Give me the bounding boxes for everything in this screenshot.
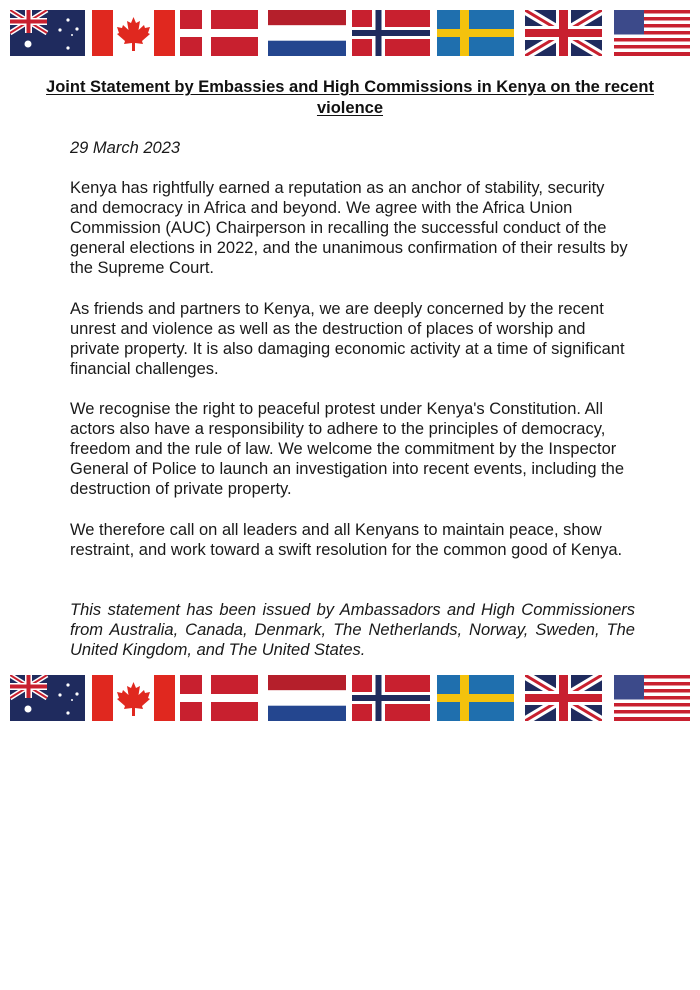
norway-flag-icon bbox=[352, 675, 430, 721]
netherlands-flag-icon bbox=[268, 10, 346, 56]
sweden-flag-icon bbox=[437, 675, 514, 721]
uk-flag-icon bbox=[525, 10, 602, 56]
uk-flag-icon bbox=[525, 675, 602, 721]
usa-flag-icon bbox=[614, 675, 690, 721]
netherlands-flag-icon bbox=[268, 675, 346, 721]
paragraph: Kenya has rightfully earned a reputation as an anchor of stability, security and democracy in Africa and beyond. We agree with the Africa Union Commission (AUC) Chairperson in recalling the successful conduct of the general elections in 2022, and the unanimous confirmation of their results by the Supreme Court. bbox=[70, 179, 628, 277]
document-title: Joint Statement by Embassies and High Commissions in Kenya on the recent violence bbox=[46, 78, 654, 117]
denmark-flag-icon bbox=[180, 675, 258, 721]
denmark-flag-icon bbox=[180, 10, 258, 56]
closing-note: This statement has been issued by Ambassadors and High Commissioners from Australia, Canada, Denmark, The Netherlands, Norway, Sweden, The United Kingdom, and The United States. bbox=[70, 601, 635, 659]
australia-flag-icon bbox=[10, 675, 85, 721]
sweden-flag-icon bbox=[437, 10, 514, 56]
canada-flag-icon bbox=[92, 10, 175, 56]
flag-banner-top bbox=[0, 10, 700, 56]
norway-flag-icon bbox=[352, 10, 430, 56]
paragraph: We therefore call on all leaders and all Kenyans to maintain peace, show restraint, and work toward a swift resolution for the common good of Kenya. bbox=[70, 521, 623, 559]
canada-flag-icon bbox=[92, 675, 175, 721]
paragraph: As friends and partners to Kenya, we are deeply concerned by the recent unrest and violence as well as the destruction of places of worship and private property. It is also damaging economic activity at a time of significant financial challenges. bbox=[70, 300, 625, 378]
document-date: 29 March 2023 bbox=[70, 139, 181, 157]
australia-flag-icon bbox=[10, 10, 85, 56]
usa-flag-icon bbox=[614, 10, 690, 56]
paragraph: We recognise the right to peaceful protest under Kenya's Constitution. All actors also have a responsibility to adhere to the principles of democracy, freedom and the rule of law. We welcome the commitment by the Inspector General of Police to launch an investigation into recent events, including the destruction of private property. bbox=[70, 400, 625, 498]
flag-banner-bottom bbox=[0, 675, 700, 721]
